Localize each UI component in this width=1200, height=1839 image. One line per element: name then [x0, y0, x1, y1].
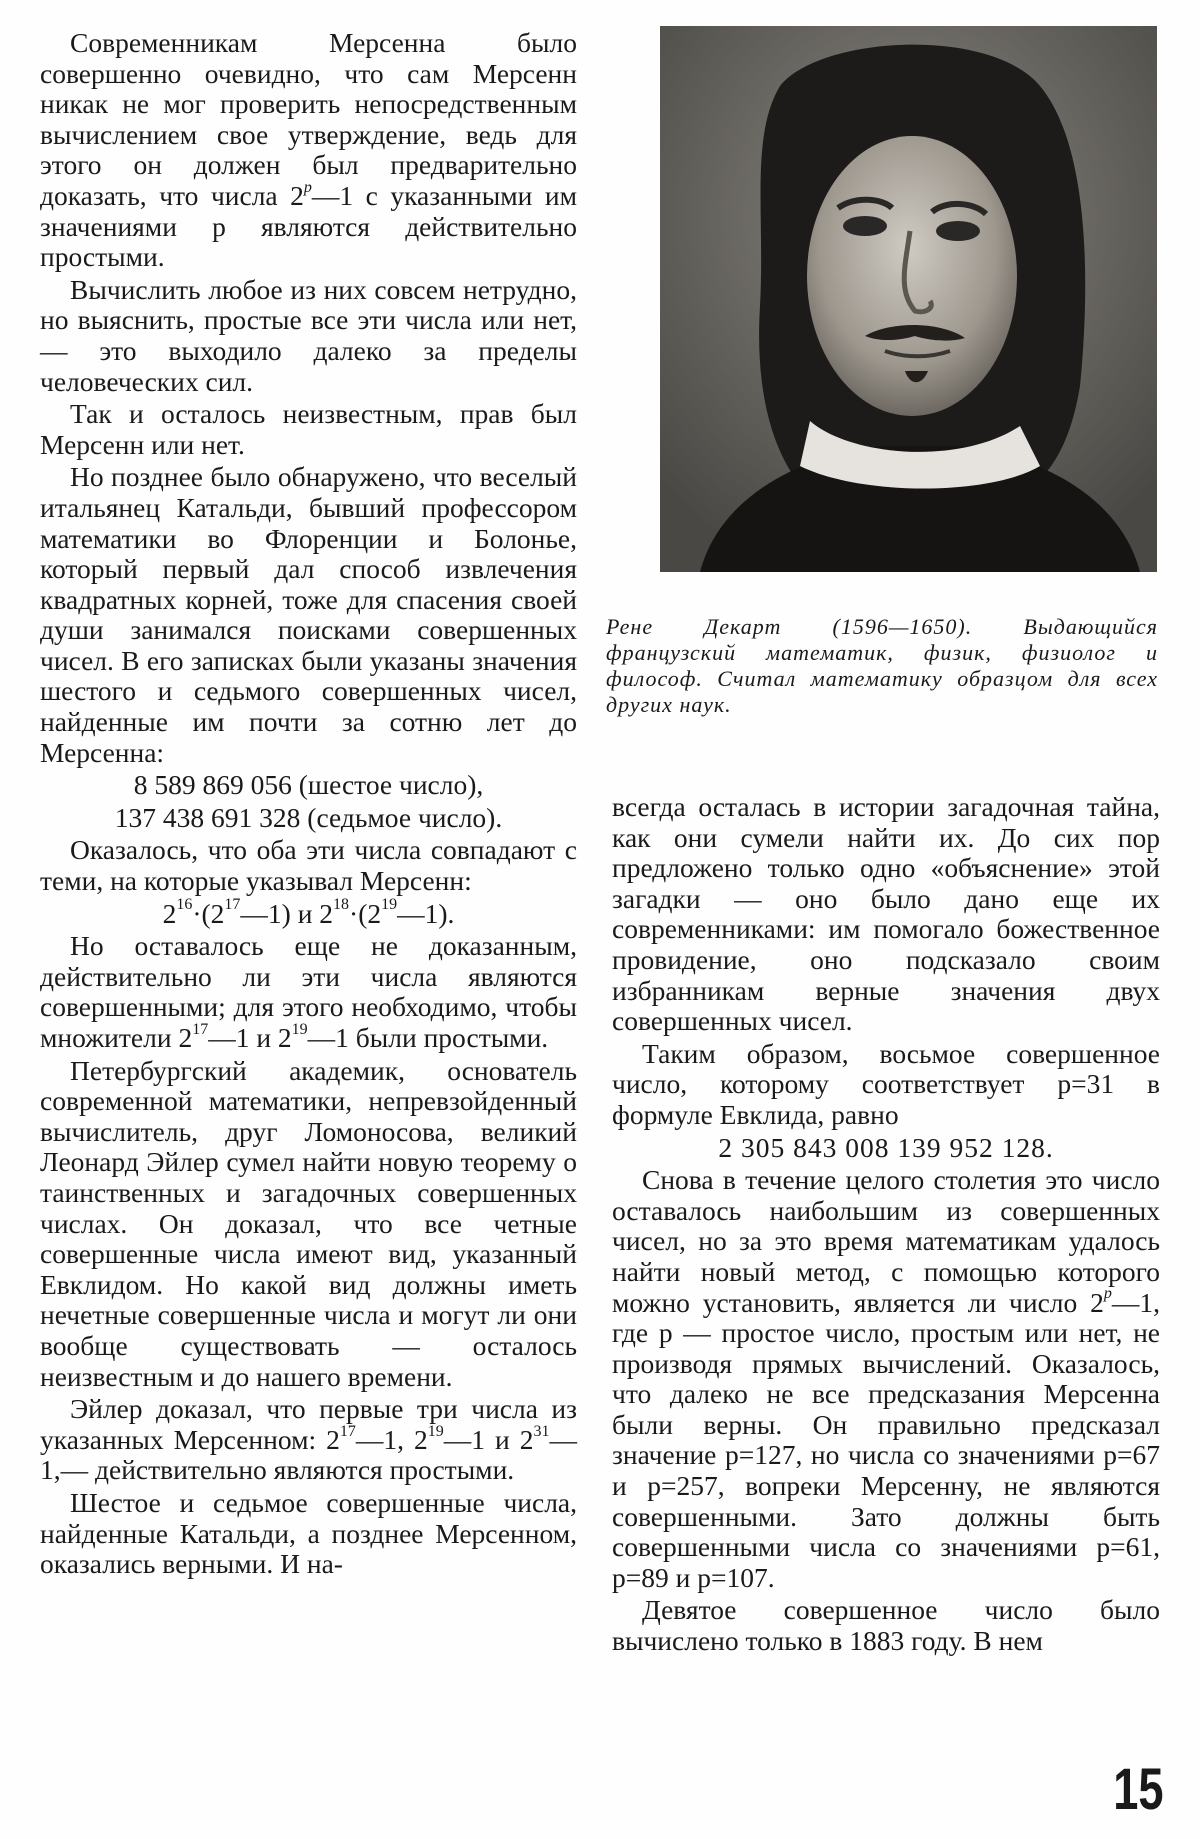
paragraph: Но оставалось еще не доказанным, действительно ли эти числа являются совершенными; для этого необходимо, чтобы множители $2^{17}—1$ и $2^{19}—1$ были простыми.	[40, 930, 577, 1053]
page-number: 15	[1113, 1757, 1164, 1822]
paragraph: Девятое совершенное число было вычислено только в 1883 году. В нем	[612, 1594, 1160, 1657]
paragraph: Таким образом, восьмое совершенное число, которому соответствует p=31 в формуле Евклида, равно	[612, 1037, 1160, 1130]
paragraph: Но позднее было обнаружено, что веселый итальянец Катальди, бывший профессором математики во Флоренции и Болонье, который первый дал способ извлечения квадратных корней, тоже для спасения своей души занимался поисками совершенных чисел. В его записках были указаны значения шестого и седьмого совершенных чисел, найденные им почти за сотню лет до Мерсенна:	[40, 461, 577, 768]
portrait-image	[660, 26, 1157, 572]
paragraph: Снова в течение целого столетия это число оставалось наибольшим из совершенных чисел, но за это время математикам удалось найти новый метод, с помощью которого можно установить, является ли число 2$^p$—1, где p — простое число, простым или нет, не производя прямых вычислений. Оказалось, что далеко не все предсказания Мерсенна были верны. Он правильно предсказал значение p=127, но числа со значениями p=67 и p=257, вопреки Мерсенну, не являются совершенными. Зато должны быть совершенными числа со значениями p=61, p=89 и p=107.	[612, 1164, 1160, 1593]
right-text-column	[612, 792, 1160, 1659]
eighth-perfect-number: 2 305 843 008 139 952 128.	[718, 1131, 1054, 1163]
left-text-column	[40, 28, 577, 1582]
paragraph: Петербургский академик, основатель современной математики, непревзойденный вычислитель, друг Ломоносова, великий Леонард Эйлер сумел найти новую теорему о таинственных и загадочных совершенных числах. Он доказал, что все четные совершенные числа имеют вид, указанный Евклидом. Но какой вид должны иметь нечетные совершенные числа и могут ли они вообще существовать — осталось неизвестным и до нашего времени.	[40, 1054, 577, 1392]
sixth-perfect-number: 8 589 869 056 (шестое число),	[133, 769, 484, 801]
paragraph: Так и осталось неизвестным, прав был Мерсенн или нет.	[40, 398, 577, 460]
paragraph: Шестое и седьмое совершенные числа, найденные Катальди, а позднее Мерсенном, оказались верными. И на-	[40, 1486, 577, 1580]
portrait-caption: Рене Декарт (1596—1650). Выдающийся французский математик, физик, физиолог и философ. Считал математику образцом для всех других наук.	[606, 614, 1158, 717]
mersenne-formula: $2^{16}\cdot(2^{17}—1)$ и $2^{18}\cdot(2^{19}—1)$.	[162, 896, 455, 929]
seventh-perfect-number: 137 438 691 328 (седьмое число).	[114, 801, 503, 833]
paragraph: Современникам Мерсенна было совершенно очевидно, что сам Мерсенн никак не мог проверить непосредственным вычислением свое утверждение, ведь для этого он должен был предварительно доказать, что числа 2$^p$—1 с указанными им значениями p являются действительно простыми.	[40, 27, 577, 273]
paragraph: Эйлер доказал, что первые три числа из указанных Мерсенном: $2^{17}—1$, $2^{19}—1$ и $2^{31}—1,—$ действительно являются простыми.	[40, 1393, 578, 1486]
descartes-portrait	[660, 26, 1157, 572]
paragraph: Оказалось, что оба эти числа совпадают с теми, на которые указывал Мерсенн:	[40, 834, 577, 897]
paragraph: всегда осталась в истории загадочная тайна, как они сумели найти их. До сих пор предложено только одно «объяснение» этой загадки — оно было дано еще их современниками: им помогало божественное провидение, оно подсказало своим избранникам верные значения двух совершенных чисел.	[612, 791, 1160, 1037]
paragraph: Вычислить любое из них совсем нетрудно, но выяснить, простые все эти числа или нет,— это выходило далеко за пределы человеческих сил.	[40, 273, 577, 397]
